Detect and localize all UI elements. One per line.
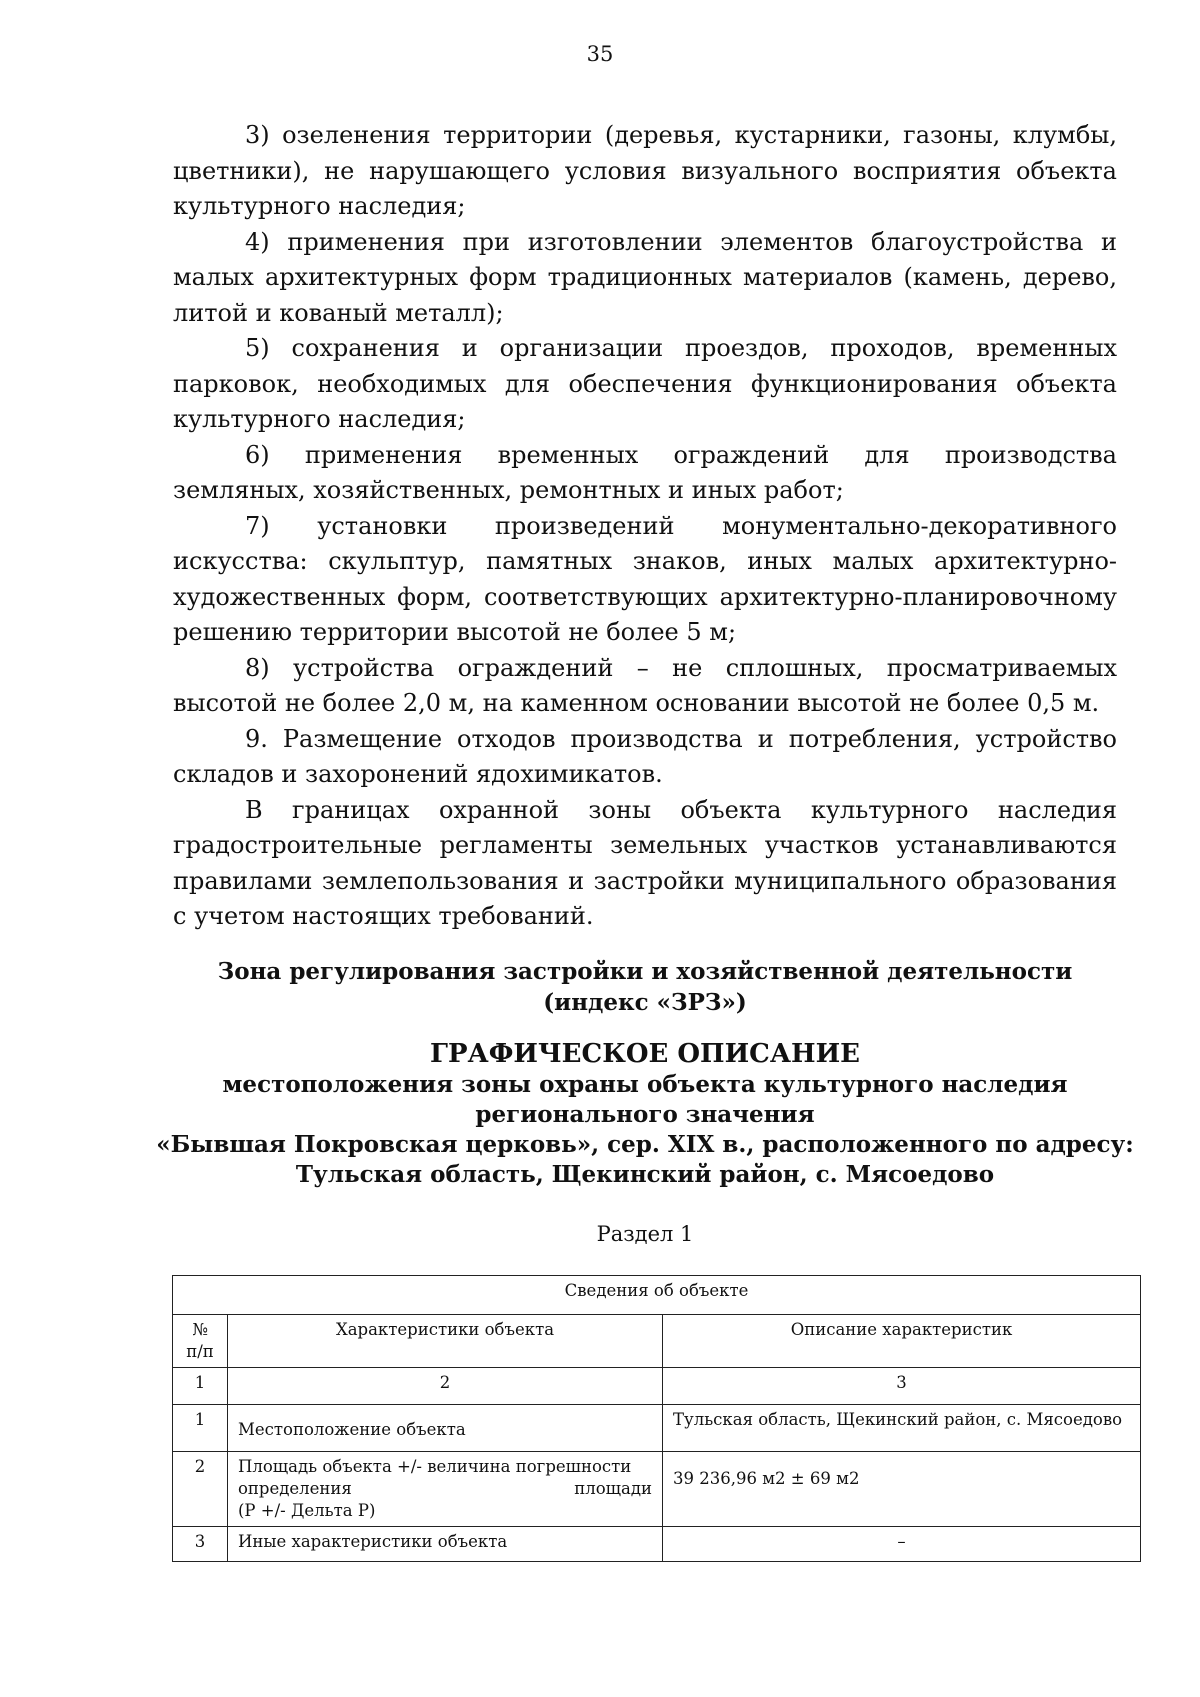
row-characteristic-line1-text: Площадь объекта +/- величина погрешности (238, 1457, 632, 1476)
object-info-table (172, 1275, 1141, 1562)
row-characteristic-line3: (P +/- Дельта P) (238, 1501, 376, 1520)
paragraph-item-6: 6) применения временных ограждений для производства земляных, хозяйственных, ремонтных и иных работ; (173, 440, 1117, 504)
graphic-description-title: ГРАФИЧЕСКОЕ ОПИСАНИЕ (430, 1039, 860, 1069)
headings-block (150, 956, 1140, 1190)
row-characteristic-text: Местоположение объекта (238, 1420, 466, 1439)
row-num: 1 (173, 1405, 228, 1452)
graphic-sub-line4: Тульская область, Щекинский район, с. Мясоедово (295, 1161, 995, 1188)
zone-title (150, 956, 1140, 1018)
row-characteristic: Иные характеристики объекта (228, 1527, 663, 1562)
row-characteristic (228, 1405, 663, 1452)
table-row (173, 1405, 1141, 1452)
index-cell-1: 1 (173, 1368, 228, 1405)
table-index-row (173, 1368, 1141, 1405)
section-label: Раздел 1 (596, 1222, 694, 1246)
table-caption-row (173, 1276, 1141, 1315)
body-text (173, 118, 1117, 935)
graphic-sub-line1: местоположения зоны охраны объекта культурного наследия (222, 1071, 1068, 1098)
paragraph-item-7: 7) установки произведений монументально-декоративного искусства: скульптур, памятных знаков, иных малых архитектурно-художественных форм, соответствующих архитектурно-планировочному решению территории высотой не более 5 м; (173, 511, 1117, 646)
row-description: Тульская область, Щекинский район, с. Мясоедово (663, 1405, 1141, 1452)
paragraph-boundaries: В границах охранной зоны объекта культурного наследия градостроительные регламенты земельных участков устанавливаются правилами землепользования и застройки муниципального образования с учетом настоящих требований. (173, 795, 1117, 930)
paragraph-item-5: 5) сохранения и организации проездов, проходов, временных парковок, необходимых для обеспечения функционирования объекта культурного наследия; (173, 334, 1117, 433)
index-cell-2: 2 (228, 1368, 663, 1405)
row-characteristic-line2a: определения (238, 1479, 352, 1498)
paragraph-item-4: 4) применения при изготовлении элементов благоустройства и малых архитектурных форм традиционных материалов (камень, дерево, литой и кованый металл); (173, 227, 1117, 327)
paragraph-item-9: 9. Размещение отходов производства и потребления, устройство складов и захоронений ядохимикатов. (173, 724, 1117, 788)
row-characteristic (228, 1452, 663, 1527)
zone-title-line1: Зона регулирования застройки и хозяйственной деятельности (217, 958, 1073, 985)
row-num: 3 (173, 1527, 228, 1562)
table-row (173, 1527, 1141, 1562)
row-characteristic-line2 (238, 1478, 652, 1500)
header-num-line2: п/п (186, 1342, 214, 1361)
header-num-line1: № (192, 1320, 208, 1339)
table-row (173, 1452, 1141, 1527)
page-number: 35 (586, 42, 614, 66)
header-description: Описание характеристик (663, 1315, 1141, 1368)
header-num (173, 1315, 228, 1368)
row-num: 2 (173, 1452, 228, 1527)
row-characteristic-line2b: площади (574, 1479, 652, 1498)
paragraph-item-8: 8) устройства ограждений – не сплошных, просматриваемых высотой не более 2,0 м, на каменном основании высотой не более 0,5 м. (173, 653, 1117, 717)
row-description (663, 1452, 1141, 1527)
graphic-sub-line3: «Бывшая Покровская церковь», сер. XIX в., расположенного по адресу: (156, 1131, 1134, 1158)
graphic-description-subtitle (150, 1070, 1140, 1190)
row-description: – (663, 1527, 1141, 1562)
table-header-row (173, 1315, 1141, 1368)
zone-title-line2: (индекс «ЗРЗ») (543, 989, 747, 1016)
row-characteristic-line1 (238, 1456, 652, 1478)
row-description-text: 39 236,96 м2 ± 69 м2 (673, 1469, 860, 1488)
paragraph-item-3: 3) озеленения территории (деревья, кустарники, газоны, клумбы, цветники), не нарушающего условия визуального восприятия объекта культурного наследия; (173, 121, 1117, 220)
graphic-sub-line2: регионального значения (475, 1101, 815, 1128)
header-characteristic: Характеристики объекта (228, 1315, 663, 1368)
table-caption: Сведения об объекте (173, 1276, 1141, 1315)
index-cell-3: 3 (663, 1368, 1141, 1405)
